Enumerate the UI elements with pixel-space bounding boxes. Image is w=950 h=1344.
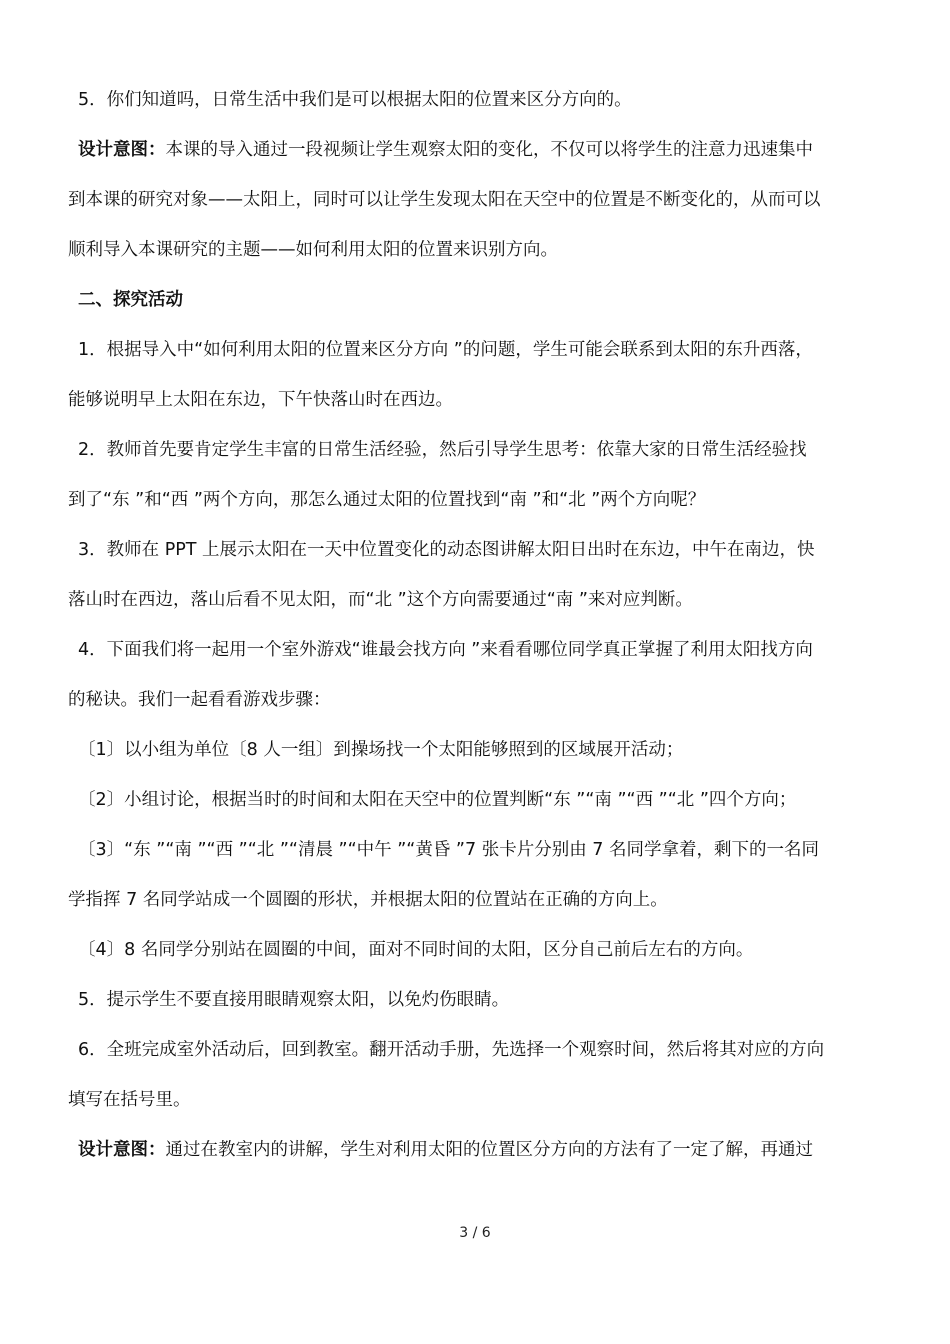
paragraph-line: 顺利导入本课研究的主题——如何利用太阳的位置来识别方向。: [68, 240, 558, 260]
paragraph-line: 5．你们知道吗，日常生活中我们是可以根据太阳的位置来区分方向的。: [78, 90, 632, 110]
design-intent-line: [78, 1137, 884, 1163]
paragraph-line: 3．教师在 PPT 上展示太阳在一天中位置变化的动态图讲解太阳日出时在东边，中午在南边，快: [78, 540, 815, 560]
paragraph-line: 填写在括号里。: [68, 1090, 191, 1110]
page-number: 3 / 6: [459, 1225, 491, 1241]
design-intent-text: 本课的导入通过一段视频让学生观察太阳的变化，不仅可以将学生的注意力迅速集中: [165, 140, 813, 160]
list-item: 〔4〕8 名同学分别站在圆圈的中间，面对不同时间的太阳，区分自己前后左右的方向。: [78, 940, 754, 960]
design-intent-line: [78, 137, 884, 163]
list-item: 〔3〕“东 ”“南 ”“西 ”“北 ”“清晨 ”“中午 ”“黄昏 ”7 张卡片分别由 7 名同学拿着，剩下的一名同: [78, 840, 819, 860]
list-item: 〔1〕以小组为单位〔8 人一组〕到操场找一个太阳能够照到的区域展开活动；: [78, 740, 684, 760]
paragraph-line: 4．下面我们将一起用一个室外游戏“谁最会找方向 ”来看看哪位同学真正掌握了利用太阳找方向: [78, 640, 813, 660]
paragraph-line: 到本课的研究对象——太阳上，同时可以让学生发现太阳在天空中的位置是不断变化的，从而可以: [68, 190, 821, 210]
paragraph-line: 1．根据导入中“如何利用太阳的位置来区分方向 ”的问题，学生可能会联系到太阳的东升西落，: [78, 340, 813, 360]
list-item-continuation: 学指挥 7 名同学站成一个圆圈的形状，并根据太阳的位置站在正确的方向上。: [68, 890, 668, 910]
paragraph-line: 能够说明早上太阳在东边，下午快落山时在西边。: [68, 390, 453, 410]
design-intent-text: 通过在教室内的讲解，学生对利用太阳的位置区分方向的方法有了一定了解，再通过: [165, 1140, 813, 1160]
paragraph-line: 6．全班完成室外活动后，回到教室。翻开活动手册，先选择一个观察时间，然后将其对应的方向: [78, 1040, 825, 1060]
list-item: 〔2〕小组讨论，根据当时的时间和太阳在天空中的位置判断“东 ”“南 ”“西 ”“北 ”四个方向；: [78, 790, 797, 810]
section-heading: 二、探究活动: [78, 290, 183, 310]
design-intent-label: 设计意图：: [78, 1140, 166, 1160]
paragraph-line: 落山时在西边，落山后看不见太阳，而“北 ”这个方向需要通过“南 ”来对应判断。: [68, 590, 693, 610]
paragraph-line: 5．提示学生不要直接用眼睛观察太阳，以免灼伤眼睛。: [78, 990, 510, 1010]
paragraph-line: 2．教师首先要肯定学生丰富的日常生活经验，然后引导学生思考：依靠大家的日常生活经验找: [78, 440, 807, 460]
design-intent-label: 设计意图：: [78, 140, 166, 160]
paragraph-line: 到了“东 ”和“西 ”两个方向，那怎么通过太阳的位置找到“南 ”和“北 ”两个方向呢？: [68, 490, 706, 510]
paragraph-line: 的秘诀。我们一起看看游戏步骤：: [68, 690, 331, 710]
